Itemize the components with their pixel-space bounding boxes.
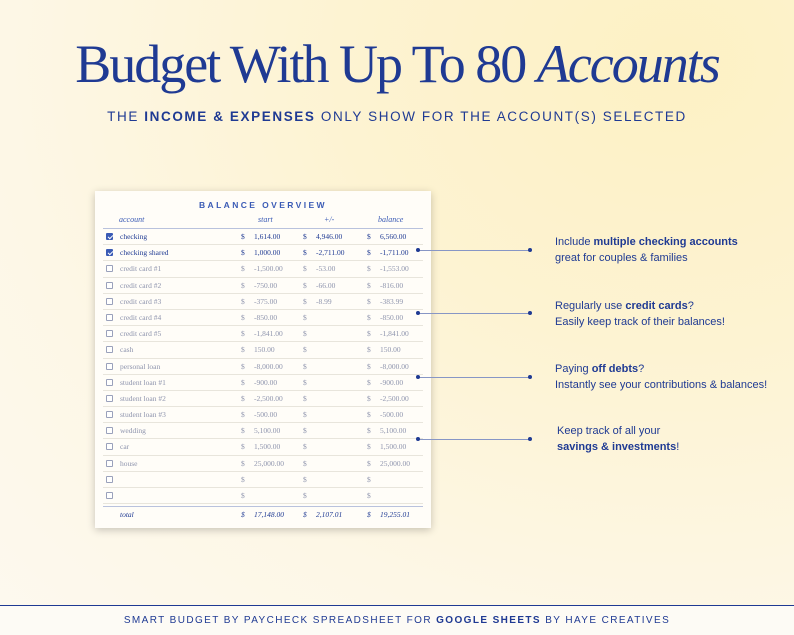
headline-main: Budget With Up To 80	[75, 34, 526, 94]
balance-value: -500.00	[380, 410, 404, 420]
currency-symbol: $	[367, 296, 371, 306]
total-change: 2,107.01	[316, 510, 343, 519]
table-row	[103, 245, 423, 261]
table-row	[103, 342, 423, 358]
callout-bold: savings & investments	[557, 441, 677, 453]
currency-symbol: $	[367, 329, 371, 339]
subhead-bold: INCOME & EXPENSES	[144, 109, 316, 124]
balance-value: -1,711.00	[380, 248, 409, 258]
account-checkbox[interactable]	[106, 379, 113, 386]
panel-title: BALANCE OVERVIEW	[199, 200, 327, 210]
footer	[0, 606, 794, 635]
callout-dot	[528, 437, 532, 441]
start-value: -2,500.00	[254, 393, 283, 403]
balance-overview-panel	[95, 191, 431, 528]
start-value: -850.00	[254, 312, 278, 322]
currency-symbol: $	[303, 510, 307, 519]
callout-dot	[416, 375, 420, 379]
headline	[0, 34, 794, 94]
start-value: 1,614.00	[254, 232, 281, 241]
callout-text: Instantly see your contributions & balances!	[555, 379, 768, 391]
currency-symbol: $	[241, 458, 245, 468]
currency-symbol: $	[367, 248, 371, 258]
callout-credit-cards	[555, 298, 725, 330]
start-value: -750.00	[254, 280, 278, 290]
change-value: 4,946.00	[316, 232, 343, 241]
column-header-account: account	[119, 215, 145, 224]
currency-symbol: $	[303, 329, 307, 339]
start-value: -8,000.00	[254, 361, 283, 371]
balance-value: -1,841.00	[380, 329, 409, 339]
currency-symbol: $	[241, 264, 245, 274]
balance-value: -2,500.00	[380, 393, 409, 403]
currency-symbol: $	[303, 458, 307, 468]
currency-symbol: $	[241, 280, 245, 290]
currency-symbol: $	[367, 458, 371, 468]
footer-post: BY HAYE CREATIVES	[541, 615, 671, 626]
callout-connector	[418, 439, 530, 440]
account-name: house	[120, 458, 138, 468]
change-value: -2,711.00	[316, 248, 345, 258]
callout-text: !	[676, 441, 680, 453]
currency-symbol: $	[241, 296, 245, 306]
footer-pre: SMART BUDGET BY PAYCHECK SPREADSHEET FOR	[123, 615, 437, 626]
start-value: -500.00	[254, 410, 278, 420]
balance-value: -900.00	[380, 377, 404, 387]
total-label: total	[120, 510, 134, 519]
callout-savings	[557, 423, 679, 455]
subhead-pre: THE	[107, 109, 145, 124]
account-name: credit card #4	[120, 312, 162, 322]
account-checkbox[interactable]	[106, 411, 113, 418]
account-checkbox[interactable]	[106, 476, 113, 483]
account-name: personal loan	[120, 361, 161, 371]
start-value: -900.00	[254, 377, 278, 387]
currency-symbol: $	[367, 264, 371, 274]
currency-symbol: $	[241, 329, 245, 339]
table-row	[103, 488, 423, 504]
callout-dot	[528, 248, 532, 252]
account-rows	[103, 229, 423, 504]
currency-symbol: $	[303, 426, 307, 436]
account-checkbox[interactable]	[106, 282, 113, 289]
account-checkbox[interactable]	[106, 363, 113, 370]
total-start: 17,148.00	[254, 510, 284, 519]
currency-symbol: $	[303, 345, 307, 355]
currency-symbol: $	[303, 248, 307, 258]
account-name: car	[120, 442, 130, 452]
callout-dot	[416, 437, 420, 441]
table-row	[103, 375, 423, 391]
headline-emphasis: Accounts	[536, 34, 719, 94]
callout-text: ?	[638, 363, 645, 375]
callout-dot	[416, 311, 420, 315]
account-checkbox[interactable]	[106, 492, 113, 499]
currency-symbol: $	[303, 312, 307, 322]
total-divider	[103, 506, 423, 507]
currency-symbol: $	[241, 377, 245, 387]
callout-text: Include	[555, 236, 594, 248]
table-row	[103, 229, 423, 245]
callout-text: Easily keep track of their balances!	[555, 316, 725, 328]
table-row	[103, 407, 423, 423]
currency-symbol: $	[241, 442, 245, 452]
balance-value: 1,500.00	[380, 442, 407, 452]
currency-symbol: $	[241, 361, 245, 371]
currency-symbol: $	[367, 345, 371, 355]
balance-value: 25,000.00	[380, 458, 410, 468]
column-header-start: start	[258, 215, 273, 224]
callout-checking	[555, 234, 738, 266]
balance-value: -383.99	[380, 296, 404, 306]
currency-symbol: $	[367, 393, 371, 403]
start-value: -375.00	[254, 296, 278, 306]
account-checkbox[interactable]	[106, 298, 113, 305]
table-row	[103, 294, 423, 310]
currency-symbol: $	[367, 280, 371, 290]
currency-symbol: $	[367, 410, 371, 420]
start-value: -1,841.00	[254, 329, 283, 339]
table-row	[103, 391, 423, 407]
currency-symbol: $	[241, 491, 245, 500]
account-name: credit card #5	[120, 329, 162, 339]
footer-bold: GOOGLE SHEETS	[436, 615, 542, 626]
callout-dot	[416, 248, 420, 252]
account-checkbox[interactable]	[106, 346, 113, 353]
currency-symbol: $	[241, 474, 245, 484]
callout-debts	[555, 361, 767, 393]
callout-connector	[418, 313, 530, 314]
currency-symbol: $	[241, 248, 245, 258]
account-name: checking shared	[120, 248, 169, 258]
callout-text: great for couples & families	[555, 252, 688, 264]
account-checkbox[interactable]	[106, 460, 113, 467]
table-row	[103, 310, 423, 326]
currency-symbol: $	[367, 510, 371, 519]
balance-value: 6,560.00	[380, 232, 407, 241]
currency-symbol: $	[303, 491, 307, 500]
callout-bold: multiple checking accounts	[593, 236, 738, 248]
currency-symbol: $	[303, 377, 307, 387]
currency-symbol: $	[303, 410, 307, 420]
balance-value: -850.00	[380, 312, 404, 322]
callout-connector	[418, 377, 530, 378]
currency-symbol: $	[303, 474, 307, 484]
balance-value: 5,100.00	[380, 426, 407, 436]
balance-value: -1,553.00	[380, 264, 409, 274]
currency-symbol: $	[367, 377, 371, 387]
start-value: 25,000.00	[254, 458, 284, 468]
account-name: student loan #2	[120, 393, 166, 403]
account-name: credit card #1	[120, 264, 162, 274]
subhead-post: ONLY SHOW FOR THE ACCOUNT(S) SELECTED	[315, 109, 687, 124]
currency-symbol: $	[241, 345, 245, 355]
callout-dot	[528, 311, 532, 315]
column-header-change: +/-	[324, 215, 335, 224]
start-value: 150.00	[254, 345, 275, 355]
callout-connector	[418, 250, 530, 251]
currency-symbol: $	[241, 410, 245, 420]
callout-text: Paying	[555, 363, 592, 375]
currency-symbol: $	[241, 426, 245, 436]
currency-symbol: $	[303, 232, 307, 241]
currency-symbol: $	[367, 232, 371, 241]
change-value: -8.99	[316, 296, 332, 306]
balance-value: 150.00	[380, 345, 401, 355]
account-name: credit card #3	[120, 296, 162, 306]
currency-symbol: $	[303, 296, 307, 306]
currency-symbol: $	[367, 361, 371, 371]
currency-symbol: $	[367, 474, 371, 484]
currency-symbol: $	[303, 442, 307, 452]
table-row	[103, 456, 423, 472]
account-name: credit card #2	[120, 280, 162, 290]
account-checkbox[interactable]	[106, 330, 113, 337]
change-value: -66.00	[316, 280, 336, 290]
currency-symbol: $	[367, 426, 371, 436]
account-checkbox[interactable]	[106, 233, 113, 240]
account-checkbox[interactable]	[106, 427, 113, 434]
currency-symbol: $	[367, 312, 371, 322]
table-row	[103, 439, 423, 455]
table-row	[103, 278, 423, 294]
start-value: 5,100.00	[254, 426, 281, 436]
start-value: 1,000.00	[254, 248, 281, 258]
account-checkbox[interactable]	[106, 249, 113, 256]
table-row	[103, 326, 423, 342]
column-header-balance: balance	[378, 215, 404, 224]
account-name: checking	[120, 232, 148, 241]
account-checkbox[interactable]	[106, 314, 113, 321]
balance-value: -816.00	[380, 280, 404, 290]
callout-dot	[528, 375, 532, 379]
currency-symbol: $	[241, 393, 245, 403]
currency-symbol: $	[303, 361, 307, 371]
table-row	[103, 359, 423, 375]
change-value: -53.00	[316, 264, 336, 274]
table-row	[103, 423, 423, 439]
callout-text: Keep track of all your	[557, 425, 661, 437]
account-checkbox[interactable]	[106, 443, 113, 450]
currency-symbol: $	[367, 442, 371, 452]
start-value: -1,500.00	[254, 264, 283, 274]
currency-symbol: $	[241, 312, 245, 322]
account-checkbox[interactable]	[106, 395, 113, 402]
currency-symbol: $	[241, 232, 245, 241]
callout-bold: off debts	[591, 363, 639, 375]
table-row	[103, 472, 423, 488]
account-name: cash	[120, 345, 134, 355]
total-balance: 19,255.01	[380, 510, 410, 519]
account-checkbox[interactable]	[106, 265, 113, 272]
currency-symbol: $	[303, 280, 307, 290]
account-name: student loan #3	[120, 410, 166, 420]
callout-text: Regularly use	[555, 300, 626, 312]
subheadline	[0, 109, 794, 124]
account-name: wedding	[120, 426, 146, 436]
start-value: 1,500.00	[254, 442, 281, 452]
total-row	[103, 508, 423, 522]
currency-symbol: $	[303, 393, 307, 403]
account-name: student loan #1	[120, 377, 166, 387]
currency-symbol: $	[367, 491, 371, 500]
balance-value: -8,000.00	[380, 361, 409, 371]
callout-text: ?	[687, 300, 694, 312]
currency-symbol: $	[303, 264, 307, 274]
currency-symbol: $	[241, 510, 245, 519]
callout-bold: credit cards	[625, 300, 688, 312]
table-row	[103, 261, 423, 277]
